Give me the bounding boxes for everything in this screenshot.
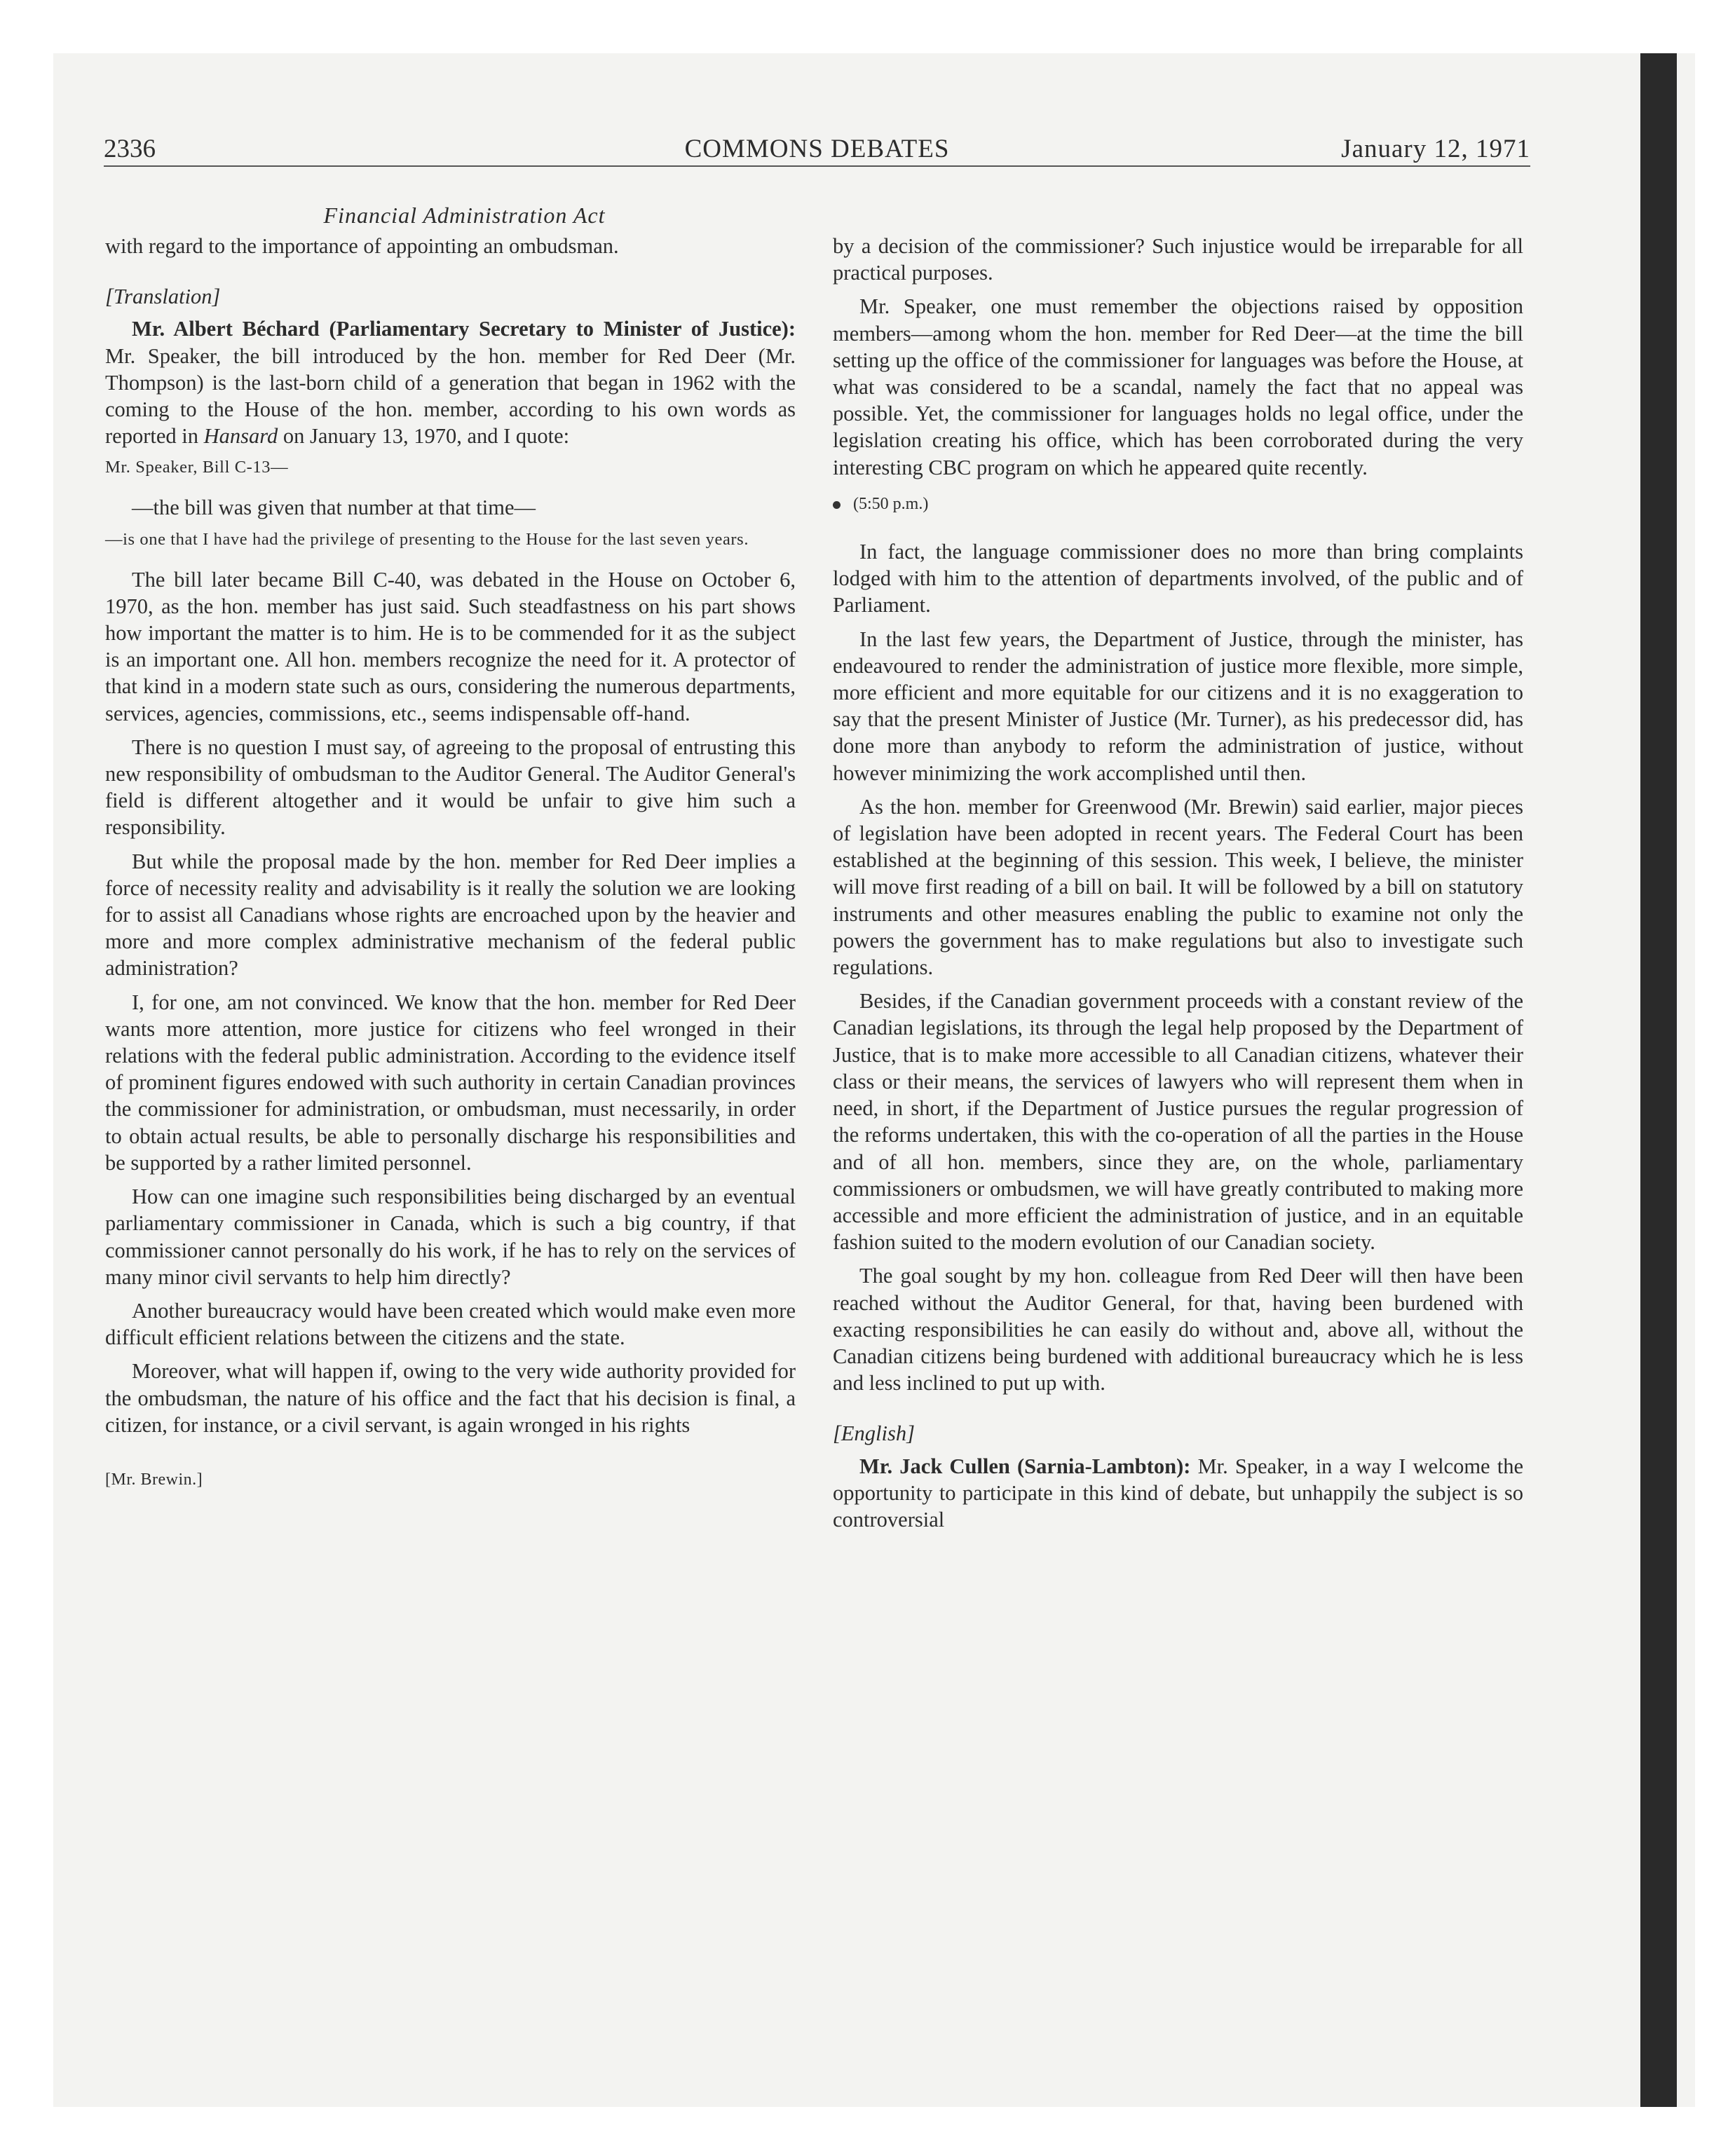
translation-label: [Translation] — [105, 285, 221, 309]
paragraph: Besides, if the Canadian government proceeds with a constant review of the Canadian legislations, its through the legal help proposed by the Department of Justice, that is to make more accessible to all Canadian citizens, whatever their class or their means, the services of lawyers who will represent them when in need, in short, if the Department of Justice pursues the regular progression of the reforms undertaken, this with the co-operation of all the parties in the House and of all hon. members, since they are, on the whole, parliamentary commissioners or ombudsmen, we will have greatly contributed to making more accessible and more efficient the administration of justice, and in an equitable fashion suited to the modern evolution of our Canadian society. — [833, 989, 1523, 1255]
paragraph: In fact, the language commissioner does no more than bring complaints lodged with him to the attention of departments involved, of the public and of Parliament. — [833, 540, 1523, 618]
paragraph: How can one imagine such responsibilities being discharged by an eventual parliamentary commissioner in Canada, which is such a big country, if that commissioner cannot personally do his work, if he has to rely on the services of many minor civil servants to help him directly? — [105, 1185, 796, 1289]
bullet-icon — [833, 501, 841, 509]
speaker-name: Mr. Albert Béchard (Parliamentary Secretary to Minister of Justice): — [132, 317, 796, 341]
paragraph: The goal sought by my hon. colleague from Red Deer will then have been reached without the Auditor General, for that, having been burdened with exacting responsibilities he can easily do without and, above all, without the Canadian citizens being burdened with additional bureaucracy which he is less and less inclined to put up with. — [833, 1264, 1523, 1396]
footer-note: [Mr. Brewin.] — [105, 1470, 203, 1489]
paragraph: I, for one, am not convinced. We know that the hon. member for Red Deer wants more attention, more justice for citizens who feel wronged in their relations with the federal public administration. According to the evidence itself of prominent figures endowed with such authority in certain Canadian provinces the commissioner for administration, or ombudsman, must necessarily, in order to obtain actual results, be able to personally discharge his responsibilities and be supported by a rather limited personnel. — [105, 990, 796, 1175]
right-column — [833, 233, 1523, 1540]
page-header — [104, 133, 1530, 167]
speech-text: Mr. Speaker, the bill introduced by the hon. member for Red Deer (Mr. Thompson) is the last-born child of a generation that began in 1962 with the coming to the House of the hon. member, according to his own words as reported in — [105, 343, 796, 449]
speaker-name: Mr. Jack Cullen (Sarnia-Lambton): — [859, 1454, 1191, 1478]
paragraph: There is no question I must say, of agreeing to the proposal of entrusting this new responsibility of ombudsman to the Auditor General. The Auditor General's field is different altogether and it would be unfair to give him such a responsibility. — [105, 735, 796, 840]
paragraph: But while the proposal made by the hon. member for Red Deer implies a force of necessity reality and advisability is it really the solution we are looking for to assist all Canadians whose rights are encroached upon by the heavier and more and more complex administrative mechanism of the federal public administration? — [105, 849, 796, 981]
cullen-paragraph — [833, 1453, 1523, 1534]
english-label: [English] — [833, 1421, 915, 1446]
paragraph: In the last few years, the Department of Justice, through the minister, has endeavoured to render the administration of justice more flexible, more simple, more efficient and more equitable for our citizens and it is no exaggeration to say that the present Minister of Justice (Mr. Turner), as his predecessor did, has done more than anybody to reform the administration of justice, without however minimizing the work accomplished until then. — [833, 627, 1523, 785]
page-number: 2336 — [104, 135, 156, 163]
paragraph: with regard to the importance of appointing an ombudsman. — [105, 234, 619, 258]
interjection: —the bill was given that number at that time— — [132, 496, 536, 520]
speech-text: on January 13, 1970, and I quote: — [278, 424, 570, 449]
paragraph: Mr. Speaker, one must remember the objections raised by opposition members—among whom the hon. member for Red Deer—at the time the bill setting up the office of the commissioner for languages was before the House, at what was considered to be a scandal, namely the fact that no appeal was possible. Yet, the commissioner for languages holds no legal office, under the legislation creating his office, which has been corroborated during the very interesting CBC program on which he appeared quite recently. — [833, 294, 1523, 479]
paragraph: The bill later became Bill C-40, was debated in the House on October 6, 1970, as the hon. member has just said. Such steadfastness on his part shows how important the matter is to him. He is to be commended for it as the subject is an important one. All hon. members recognize the need for it. A protector of that kind in a modern state such as ours, considering the numerous departments, services, agencies, commissions, etc., seems indispensable off-hand. — [105, 567, 796, 725]
paragraph: Moreover, what will happen if, owing to the very wide authority provided for the ombudsman, the nature of his office and the fact that his decision is final, a citizen, for instance, or a civil servant, is again wronged in his rights — [105, 1359, 796, 1437]
paragraph: Another bureaucracy would have been created which would make even more difficult efficient relations between the citizens and the state. — [105, 1298, 796, 1350]
scan-edge-bar — [1640, 53, 1677, 2107]
block-quote: Mr. Speaker, Bill C-13— — [105, 458, 289, 477]
publication-date: January 12, 1971 — [1341, 135, 1530, 163]
hansard-title: Hansard — [203, 424, 278, 449]
block-quote: —is one that I have had the privilege of presenting to the House for the last seven years. — [105, 529, 749, 549]
paragraph: As the hon. member for Greenwood (Mr. Brewin) said earlier, major pieces of legislation have been adopted in recent years. The Federal Court has been established at the beginning of this session. This week, I believe, the minister will move first reading of a bill on bail. It will be followed by a bill on statutory instruments and other measures enabling the public to examine not only the powers the government has to make regulations but also to investigate such regulations. — [833, 794, 1523, 980]
time-stamp — [833, 491, 1523, 517]
running-title: Financial Administration Act — [323, 203, 606, 228]
publication-title: COMMONS DEBATES — [684, 135, 950, 163]
time-stamp-text: (5:50 p.m.) — [853, 494, 929, 513]
paragraph: by a decision of the commissioner? Such injustice would be irreparable for all practical purposes. — [833, 234, 1523, 285]
speech-text: Mr. Speaker, in a way I welcome the opportunity to participate in this kind of debate, but unhappily the subject is so controversial — [833, 1454, 1524, 1531]
bechard-paragraph — [105, 315, 796, 449]
left-column — [105, 198, 796, 1500]
